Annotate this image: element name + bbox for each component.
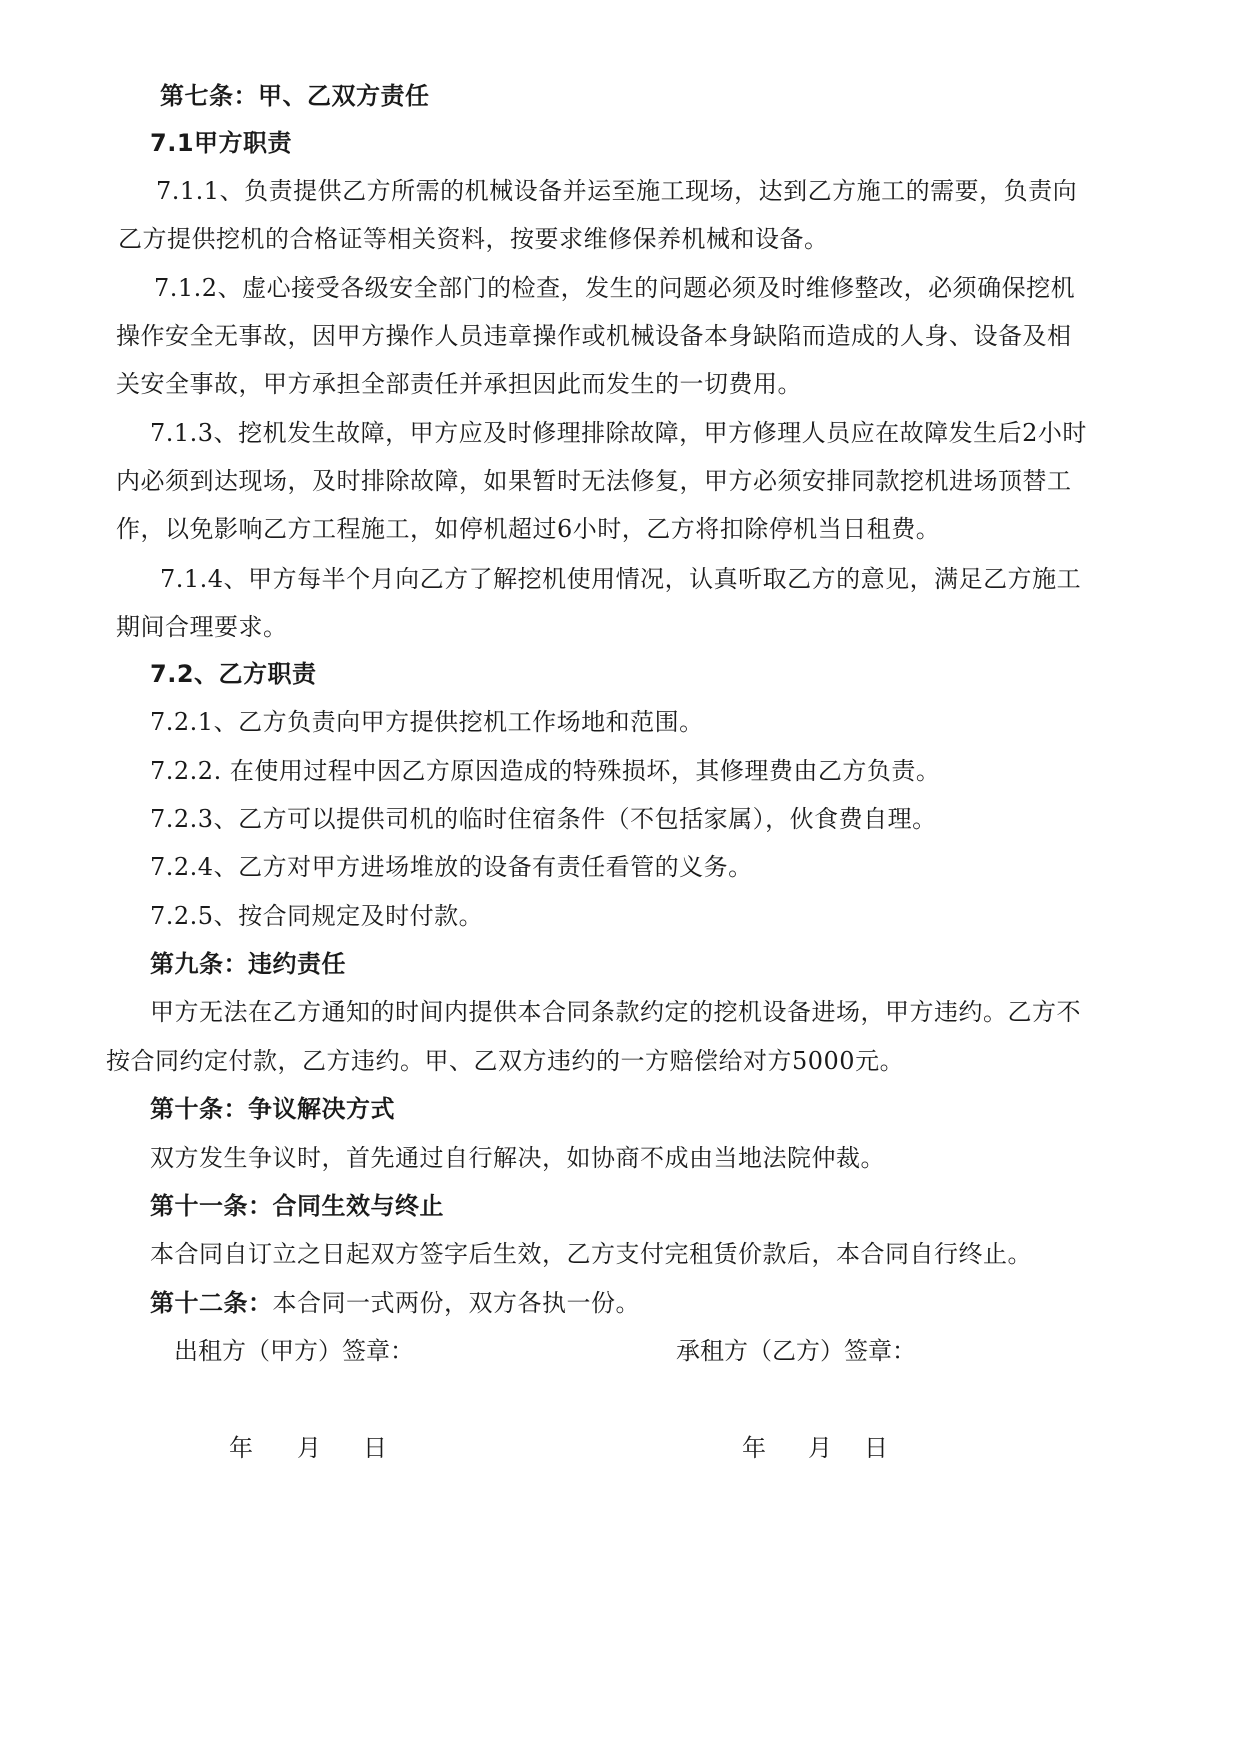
paragraph-7-1-1-line-1: 7.1.1、负责提供乙方所需的机械设备并运至施工现场，达到乙方施工的需要，负责向 <box>156 177 1078 205</box>
article-9-line-2: 按合同约定付款，乙方违约。甲、乙双方违约的一方赔偿给对方5000元。 <box>106 1047 905 1075</box>
paragraph-7-1-4-line-1: 7.1.4、甲方每半个月向乙方了解挖机使用情况，认真听取乙方的意见，满足乙方施工 <box>160 565 1082 593</box>
article-9-heading: 第九条：违约责任 <box>150 950 346 978</box>
lessor-date <box>229 1432 387 1464</box>
article-12-line <box>150 1287 640 1319</box>
paragraph-7-2-3: 7.2.3、乙方可以提供司机的临时住宿条件（不包括家属），伙食费自理。 <box>150 805 937 833</box>
article-10-heading: 第十条：争议解决方式 <box>150 1095 395 1123</box>
article-12-text: 本合同一式两份，双方各执一份。 <box>272 1289 640 1317</box>
article-10-text: 双方发生争议时，首先通过自行解决，如协商不成由当地法院仲裁。 <box>150 1144 885 1172</box>
article-7-heading: 第七条：甲、乙双方责任 <box>160 82 430 110</box>
lessor-date-month: 月 <box>297 1434 321 1462</box>
paragraph-7-1-3-line-2: 内必须到达现场，及时排除故障，如果暂时无法修复，甲方必须安排同款挖机进场顶替工 <box>116 467 1072 495</box>
section-7-1-heading: 7.1甲方职责 <box>150 129 293 157</box>
paragraph-7-1-3-line-1: 7.1.3、挖机发生故障，甲方应及时修理排除故障，甲方修理人员应在故障发生后2小时 <box>150 419 1087 447</box>
paragraph-7-1-2-line-2: 操作安全无事故，因甲方操作人员违章操作或机械设备本身缺陷而造成的人身、设备及相 <box>116 322 1072 350</box>
lessor-date-day: 日 <box>363 1434 387 1462</box>
paragraph-7-2-4: 7.2.4、乙方对甲方进场堆放的设备有责任看管的义务。 <box>150 853 753 881</box>
paragraph-7-2-5: 7.2.5、按合同规定及时付款。 <box>150 902 484 930</box>
paragraph-7-1-2-line-3: 关安全事故，甲方承担全部责任并承担因此而发生的一切费用。 <box>116 370 802 398</box>
lessee-signature-label: 承租方（乙方）签章： <box>676 1337 916 1365</box>
lessor-date-year: 年 <box>229 1434 253 1462</box>
lessee-date-year: 年 <box>742 1434 766 1462</box>
article-11-heading: 第十一条：合同生效与终止 <box>150 1192 444 1220</box>
paragraph-7-2-2: 7.2.2. 在使用过程中因乙方原因造成的特殊损坏，其修理费由乙方负责。 <box>150 757 941 785</box>
article-9-line-1: 甲方无法在乙方通知的时间内提供本合同条款约定的挖机设备进场，甲方违约。乙方不 <box>150 998 1081 1026</box>
lessor-signature-label: 出租方（甲方）签章： <box>174 1337 414 1365</box>
paragraph-7-1-3-line-3: 作，以免影响乙方工程施工，如停机超过6小时，乙方将扣除停机当日租费。 <box>116 515 941 543</box>
article-12-heading: 第十二条： <box>150 1289 273 1317</box>
paragraph-7-1-1-line-2: 乙方提供挖机的合格证等相关资料，按要求维修保养机械和设备。 <box>118 225 829 253</box>
lessee-date-day: 日 <box>864 1434 888 1462</box>
paragraph-7-2-1: 7.2.1、乙方负责向甲方提供挖机工作场地和范围。 <box>150 708 704 736</box>
article-11-text: 本合同自订立之日起双方签字后生效，乙方支付完租赁价款后，本合同自行终止。 <box>150 1240 1032 1268</box>
lessee-date <box>742 1432 888 1464</box>
lessee-date-month: 月 <box>808 1434 832 1462</box>
section-7-2-heading: 7.2、乙方职责 <box>150 660 317 688</box>
paragraph-7-1-4-line-2: 期间合理要求。 <box>116 613 288 641</box>
paragraph-7-1-2-line-1: 7.1.2、虚心接受各级安全部门的检查，发生的问题必须及时维修整改，必须确保挖机 <box>154 274 1076 302</box>
